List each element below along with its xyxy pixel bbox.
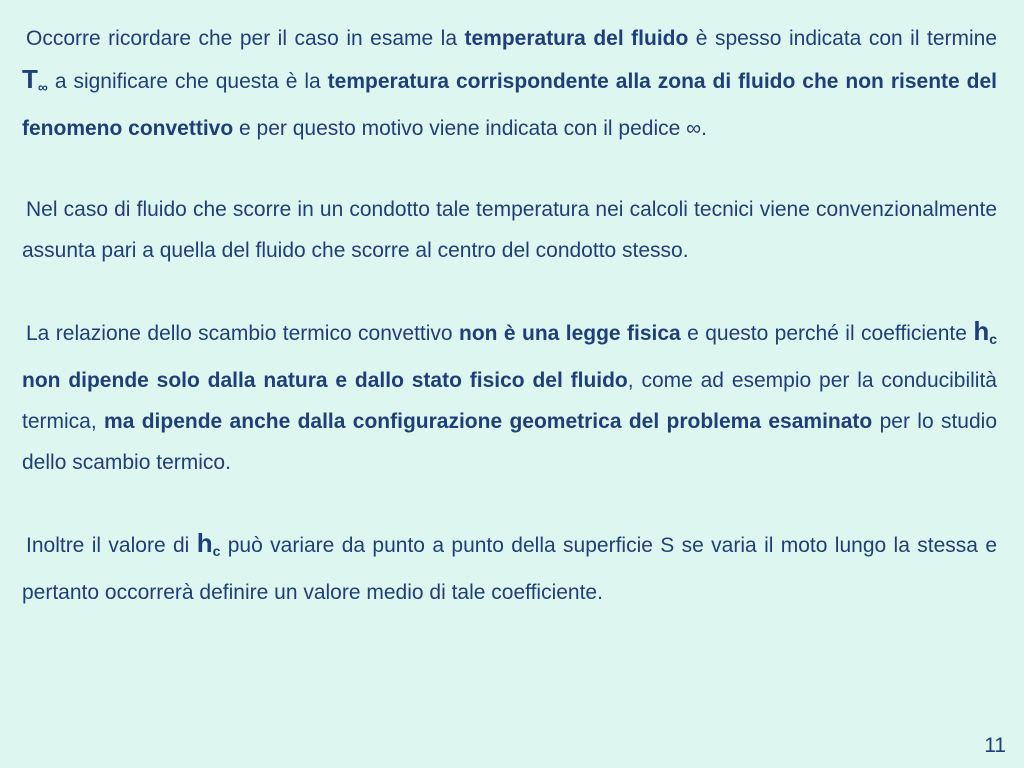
p2-text-1: Nel caso di fluido che scorre in un condotto tale temperatura nei calcoli tecnici viene convenzionalmente assunta pari a quella del fluido che scorre al centro del condotto stesso. bbox=[22, 198, 997, 262]
p4-subscript-c: c bbox=[212, 543, 221, 559]
p3-text-3: , come ad esempio per la conducibilità termica, bbox=[22, 369, 997, 433]
paragraph-4 bbox=[22, 523, 997, 613]
p1-text-3: a significare che questa è la bbox=[47, 70, 328, 93]
paragraph-1 bbox=[22, 18, 997, 149]
p1-text-2: è spesso indicata con il termine bbox=[688, 27, 998, 50]
p3-symbol-h: h bbox=[973, 316, 990, 346]
p1-bold-reference-zone: temperatura corrispondente alla zona di fluido che non risente del fenomeno convettivo bbox=[22, 70, 997, 140]
p1-text-1: Occorre ricordare che per il caso in esame la bbox=[26, 27, 465, 50]
page-number: 11 bbox=[984, 734, 1006, 757]
p3-bold-geometry-dependence: ma dipende anche dalla configurazione geometrica del problema esaminato bbox=[104, 410, 873, 433]
p3-subscript-c: c bbox=[989, 331, 997, 347]
p3-bold-fluid-dependence: non dipende solo dalla natura e dallo stato fisico del fluido bbox=[22, 369, 628, 392]
p1-bold-fluid-temperature: temperatura del fluido bbox=[464, 27, 689, 50]
p4-symbol-h: h bbox=[196, 528, 213, 558]
p1-symbol-t: T bbox=[22, 64, 38, 94]
p1-subscript-infinity: ∞ bbox=[37, 79, 48, 95]
p3-text-1: La relazione dello scambio termico convettivo bbox=[26, 322, 460, 345]
paragraph-2 bbox=[22, 189, 997, 271]
slide-content bbox=[22, 18, 997, 653]
p3-text-2: e questo perché il coefficiente bbox=[680, 322, 974, 345]
p4-text-2: può variare da punto a punto della superficie S se varia il moto lungo la stessa e pertanto occorrerà definire un valore medio di tale coefficiente. bbox=[22, 534, 998, 604]
paragraph-3 bbox=[22, 311, 997, 483]
p3-text-4: per lo studio dello scambio termico. bbox=[22, 410, 997, 474]
p3-bold-not-physical-law: non è una legge fisica bbox=[459, 322, 681, 345]
p1-text-4: e per questo motivo viene indicata con il pedice ∞. bbox=[233, 117, 707, 140]
p4-text-1: Inoltre il valore di bbox=[26, 534, 197, 557]
